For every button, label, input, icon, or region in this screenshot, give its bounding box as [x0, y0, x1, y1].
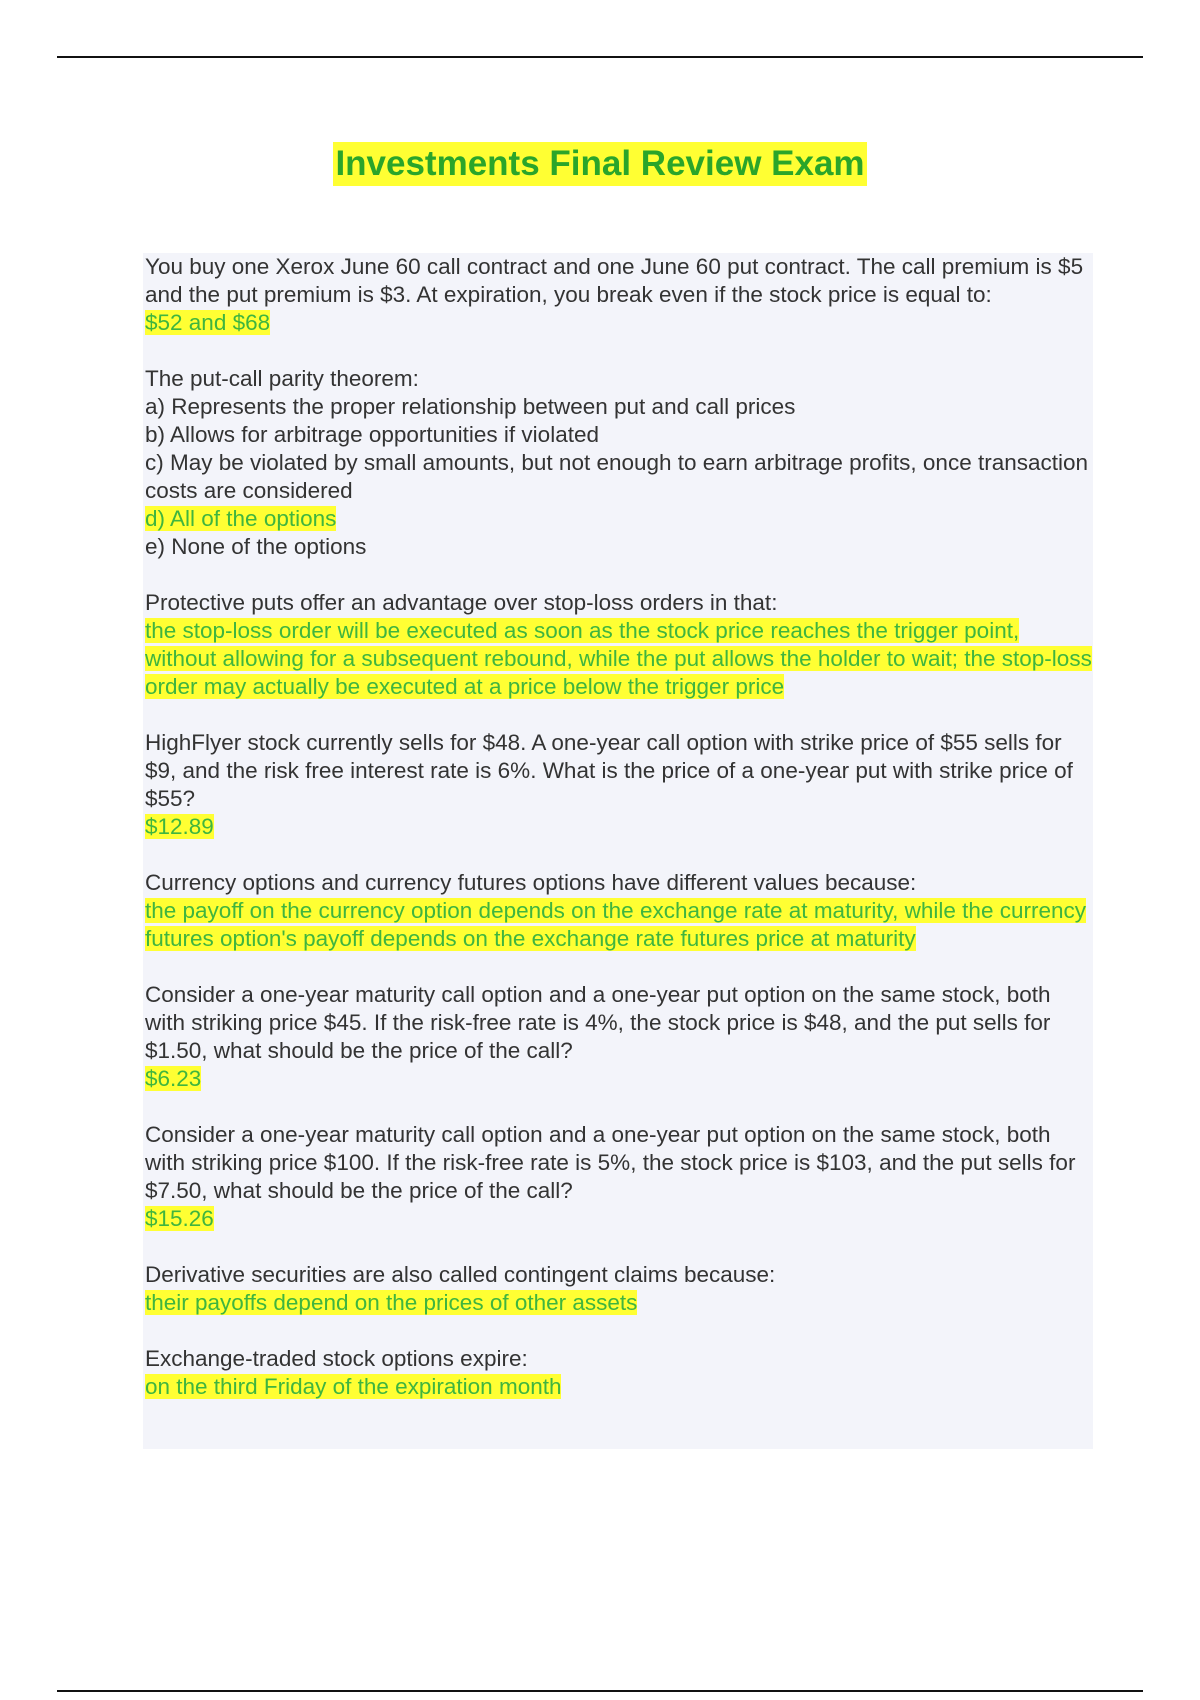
question-block — [145, 1121, 1093, 1233]
question-block — [145, 365, 1093, 561]
answer-text — [145, 813, 1093, 841]
page-title: Investments Final Review Exam — [333, 142, 866, 186]
question-text: Consider a one-year maturity call option and a one-year put option on the same stock, both with striking price $100. If the risk-free rate is 5%, the stock price is $103, and the put sells for $7.50, what should be the price of the call? — [145, 1122, 1076, 1203]
question-text: Consider a one-year maturity call option and a one-year put option on the same stock, both with striking price $45. If the risk-free rate is 4%, the stock price is $48, and the put sells for $1.50, what should be the price of the call? — [145, 982, 1051, 1063]
answer-highlight: their payoffs depend on the prices of other assets — [145, 1290, 638, 1315]
answer-text — [145, 1289, 1093, 1317]
question-block — [145, 729, 1093, 841]
question-block — [145, 869, 1093, 953]
qa-content — [143, 253, 1093, 1449]
answer-highlight: $6.23 — [145, 1066, 202, 1091]
question-block — [145, 981, 1093, 1093]
answer-text — [145, 897, 1093, 953]
title-container — [0, 142, 1200, 186]
option-a: a) Represents the proper relationship between put and call prices — [145, 394, 796, 419]
option-c: c) May be violated by small amounts, but not enough to earn arbitrage profits, once transaction costs are considered — [145, 450, 1089, 503]
question-text: Derivative securities are also called contingent claims because: — [145, 1262, 776, 1287]
answer-highlight: $12.89 — [145, 814, 214, 839]
question-block — [145, 253, 1093, 337]
answer-text — [145, 309, 1093, 337]
answer-highlight: the payoff on the currency option depends on the exchange rate at maturity, while the currency futures option's payoff depends on the exchange rate futures price at maturity — [145, 898, 1086, 951]
question-block — [145, 1345, 1093, 1401]
option-d-correct — [145, 505, 1093, 533]
option-e: e) None of the options — [145, 534, 367, 559]
answer-highlight: $15.26 — [145, 1206, 214, 1231]
question-text: Exchange-traded stock options expire: — [145, 1346, 528, 1371]
answer-highlight: $52 and $68 — [145, 310, 271, 335]
question-text: Protective puts offer an advantage over stop-loss orders in that: — [145, 590, 778, 615]
answer-text — [145, 1205, 1093, 1233]
top-rule — [57, 56, 1143, 58]
answer-text — [145, 617, 1093, 701]
answer-highlight: the stop-loss order will be executed as soon as the stock price reaches the trigger point, without allowing for a subsequent rebound, while the put allows the holder to wait; the stop-loss order may actually be executed at a price below the trigger price — [145, 618, 1092, 699]
answer-text — [145, 1373, 1093, 1401]
answer-highlight: d) All of the options — [145, 506, 337, 531]
question-text: Currency options and currency futures options have different values because: — [145, 870, 917, 895]
answer-text — [145, 1065, 1093, 1093]
bottom-rule — [57, 1690, 1143, 1692]
question-text: You buy one Xerox June 60 call contract and one June 60 put contract. The call premium is $5 and the put premium is $3. At expiration, you break even if the stock price is equal to: — [145, 254, 1084, 307]
question-block — [145, 1261, 1093, 1317]
question-text: The put-call parity theorem: — [145, 366, 419, 391]
question-text: HighFlyer stock currently sells for $48. A one-year call option with strike price of $55 sells for $9, and the risk free interest rate is 6%. What is the price of a one-year put with strike price of $55? — [145, 730, 1073, 811]
option-b: b) Allows for arbitrage opportunities if violated — [145, 422, 599, 447]
answer-highlight: on the third Friday of the expiration month — [145, 1374, 562, 1399]
question-block — [145, 589, 1093, 701]
